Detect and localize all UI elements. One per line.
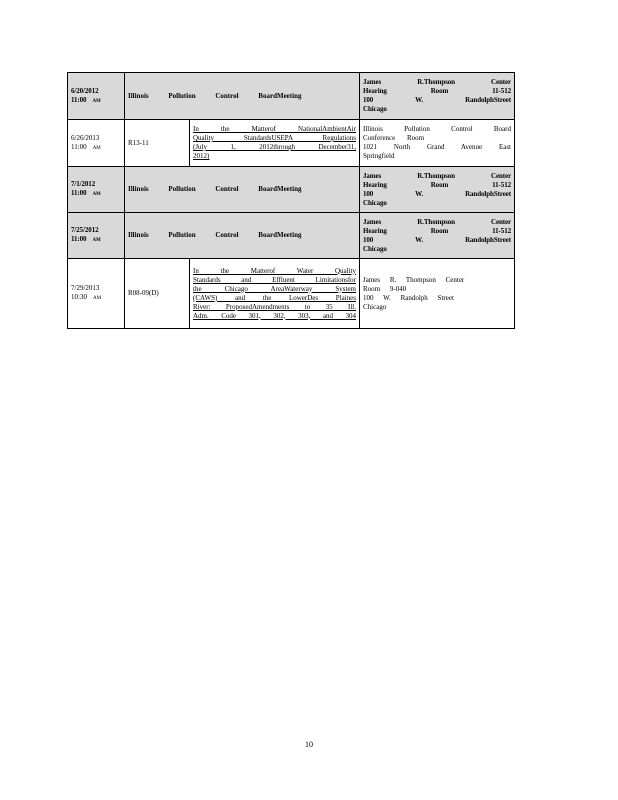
location-line: Chicago: [363, 302, 387, 311]
location-line: Hearing Room 11-512: [363, 180, 511, 189]
description-line: In the Matterof NationalAmbientAir: [193, 125, 356, 133]
time-text: 11:00: [71, 235, 87, 243]
location-cell: [360, 167, 515, 213]
ampm-text: AM: [92, 98, 101, 104]
table-row: [68, 213, 515, 259]
location-line: Conference Room: [363, 134, 425, 142]
date-text: 7/25/2012: [71, 226, 99, 234]
description-cell: [190, 259, 360, 329]
location-cell: [360, 259, 515, 329]
description-line: (CAWS) and the LowerDes Plaines: [193, 293, 356, 302]
date-time-cell: [68, 120, 125, 167]
location-line: Room 9-040: [363, 284, 407, 293]
docket-cell: R08-09(D): [125, 259, 190, 329]
page-number: 10: [305, 740, 313, 749]
date-time-cell: [68, 167, 125, 213]
table-row: [68, 259, 515, 329]
location-line: 100 W. RandolphStreet: [363, 189, 511, 198]
time-text: 11:00: [71, 189, 87, 197]
location-cell: [360, 73, 515, 120]
description-line: River: ProposedAmendments to 35 Ill.: [193, 302, 356, 311]
description-line: 2012): [193, 152, 210, 160]
description-line: Standards and Effluent Limitationsfor: [193, 275, 356, 284]
location-line: Illinois Pollution Control Board: [363, 125, 511, 133]
ampm-text: AM: [92, 192, 101, 197]
location-line: 100 W. RandolphStreet: [363, 96, 511, 104]
ampm-text: AM: [92, 296, 102, 301]
description-cell: [190, 120, 360, 167]
description-line: In the Matterof Water Quality: [193, 266, 356, 275]
location-line: Springfield: [363, 152, 395, 160]
date-text: 7/1/2012: [71, 180, 96, 188]
location-line: James R.Thompson Center: [363, 78, 511, 86]
location-line: Hearing Room 11-512: [363, 226, 511, 235]
description-line: Quality StandardsUSEPA Regulations: [193, 134, 356, 142]
location-line: 100 W. RandolphStreet: [363, 235, 511, 244]
time-text: 11:00: [71, 95, 87, 104]
location-line: 1021 North Grand Avenue East: [363, 143, 511, 151]
location-line: Chicago: [363, 105, 387, 113]
location-line: James R.Thompson Center: [363, 217, 511, 226]
table-row: [68, 167, 515, 213]
location-cell: [360, 213, 515, 259]
date-time-cell: [68, 73, 125, 120]
location-line: James R. Thompson Center: [363, 275, 465, 284]
time-text: 10:30: [71, 293, 87, 301]
date-text: 6/20/2012: [71, 86, 99, 95]
location-cell: [360, 120, 515, 167]
meeting-title-cell: Illinois Pollution Control BoardMeeting: [125, 213, 360, 259]
table-row: [68, 120, 515, 167]
ampm-text: AM: [92, 145, 101, 151]
location-line: James R.Thompson Center: [363, 171, 511, 180]
table-row: [68, 73, 515, 120]
hearing-schedule-table: [67, 72, 515, 329]
docket-cell: R13-11: [125, 120, 190, 167]
ampm-text: AM: [92, 238, 101, 243]
meeting-title-cell: Illinois Pollution Control BoardMeeting: [125, 167, 360, 213]
description-line: (July 1, 2012through December31,: [193, 143, 356, 151]
date-text: 6/26/2013: [71, 133, 100, 142]
location-line: Chicago: [363, 244, 387, 253]
time-text: 11:00: [71, 142, 87, 151]
date-text: 7/29/2013: [71, 284, 100, 292]
location-line: Hearing Room 11-512: [363, 87, 511, 95]
location-line: 100 W. Randolph Street: [363, 293, 454, 302]
meeting-title-cell: Illinois Pollution Control BoardMeeting: [125, 73, 360, 120]
date-time-cell: [68, 259, 125, 329]
date-time-cell: [68, 213, 125, 259]
description-line: the Chicago AreaWaterway System: [193, 284, 356, 293]
description-line: Adm. Code 301, 302, 303, and 304: [193, 311, 356, 320]
location-line: Chicago: [363, 198, 387, 207]
